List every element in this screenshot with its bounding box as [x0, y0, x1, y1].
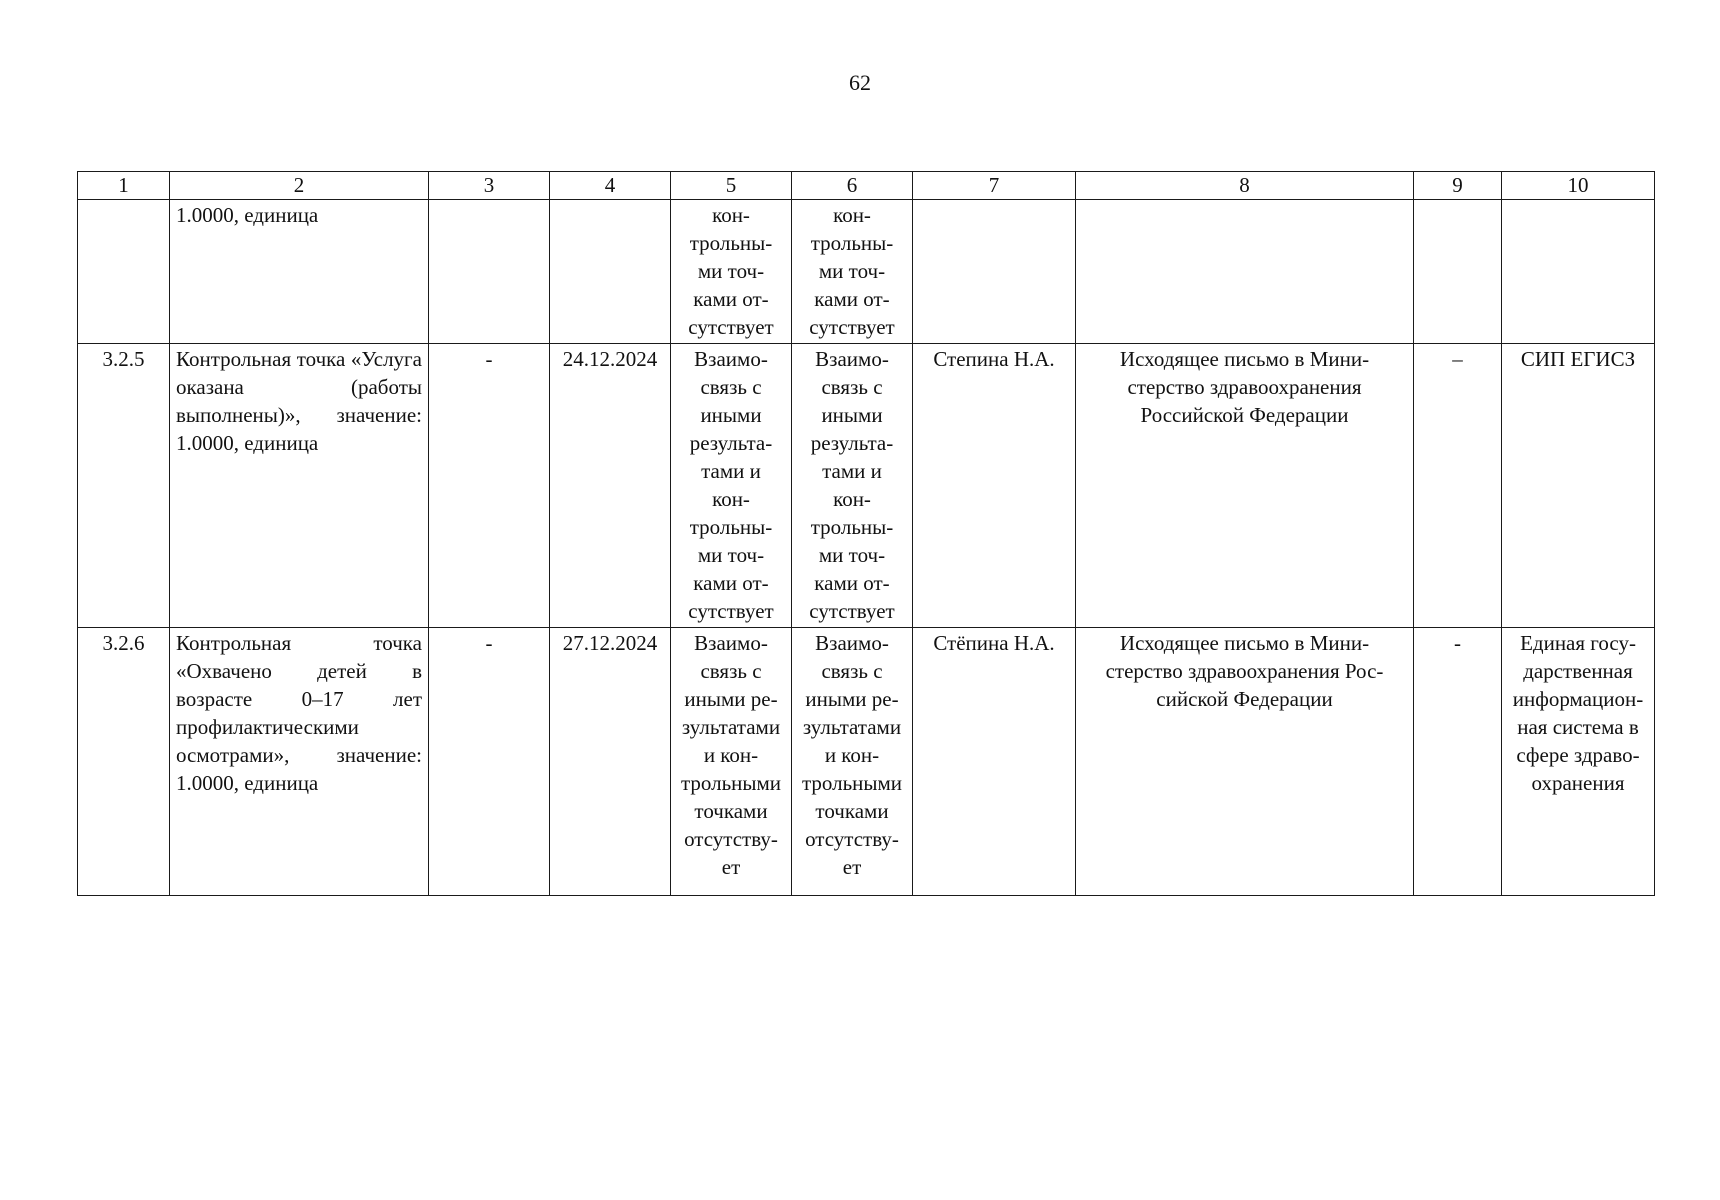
- relation-cell: Взаимо- связь с иными результа- тами и кон- трольны- ми точ- ками от- сутствует: [792, 344, 913, 628]
- table-row: [78, 344, 1655, 628]
- control-point-cell: Контрольная точка «Услуга оказана (работы выполнены)», значение: 1.0000, единица: [170, 344, 429, 628]
- column-header: 4: [550, 172, 671, 200]
- column-header: 1: [78, 172, 170, 200]
- column-header: 7: [913, 172, 1076, 200]
- table-header-row: [78, 172, 1655, 200]
- cell-col3: -: [429, 344, 550, 628]
- system-cell: [1502, 200, 1655, 344]
- page-number: 62: [849, 70, 871, 95]
- relation-cell: Взаимо- связь с иными ре- зультатами и кон- трольными точками отсутству- ет: [671, 628, 792, 896]
- date-cell: [550, 200, 671, 344]
- cell-col9: [1414, 200, 1502, 344]
- relation-cell: кон- трольны- ми точ- ками от- сутствует: [792, 200, 913, 344]
- column-header: 8: [1076, 172, 1414, 200]
- row-number-cell: 3.2.5: [78, 344, 170, 628]
- column-header: 3: [429, 172, 550, 200]
- relation-cell: кон- трольны- ми точ- ками от- сутствует: [671, 200, 792, 344]
- table-row: [78, 200, 1655, 344]
- date-cell: 24.12.2024: [550, 344, 671, 628]
- control-points-table: [77, 171, 1655, 896]
- table-row: [78, 628, 1655, 896]
- document-cell: Исходящее письмо в Мини- стерство здравоохранения Рос- сийской Федерации: [1076, 628, 1414, 896]
- responsible-cell: [913, 200, 1076, 344]
- system-cell: Единая госу- дарственная информацион- ная система в сфере здраво- охранения: [1502, 628, 1655, 896]
- control-point-cell: 1.0000, единица: [170, 200, 429, 344]
- system-cell: СИП ЕГИСЗ: [1502, 344, 1655, 628]
- document-cell: Исходящее письмо в Мини- стерство здравоохранения Российской Федерации: [1076, 344, 1414, 628]
- control-point-cell: Контрольная точка «Охвачено детей в возрасте 0–17 лет профилактическими осмотрами», значение: 1.0000, единица: [170, 628, 429, 896]
- responsible-cell: Стёпина Н.А.: [913, 628, 1076, 896]
- relation-cell: Взаимо- связь с иными результа- тами и кон- трольны- ми точ- ками от- сутствует: [671, 344, 792, 628]
- date-cell: 27.12.2024: [550, 628, 671, 896]
- cell-col9: –: [1414, 344, 1502, 628]
- column-header: 10: [1502, 172, 1655, 200]
- column-header: 2: [170, 172, 429, 200]
- cell-col3: -: [429, 628, 550, 896]
- responsible-cell: Степина Н.А.: [913, 344, 1076, 628]
- document-cell: [1076, 200, 1414, 344]
- cell-col9: -: [1414, 628, 1502, 896]
- column-header: 6: [792, 172, 913, 200]
- row-number-cell: [78, 200, 170, 344]
- column-header: 5: [671, 172, 792, 200]
- row-number-cell: 3.2.6: [78, 628, 170, 896]
- column-header: 9: [1414, 172, 1502, 200]
- cell-col3: [429, 200, 550, 344]
- relation-cell: Взаимо- связь с иными ре- зультатами и кон- трольными точками отсутству- ет: [792, 628, 913, 896]
